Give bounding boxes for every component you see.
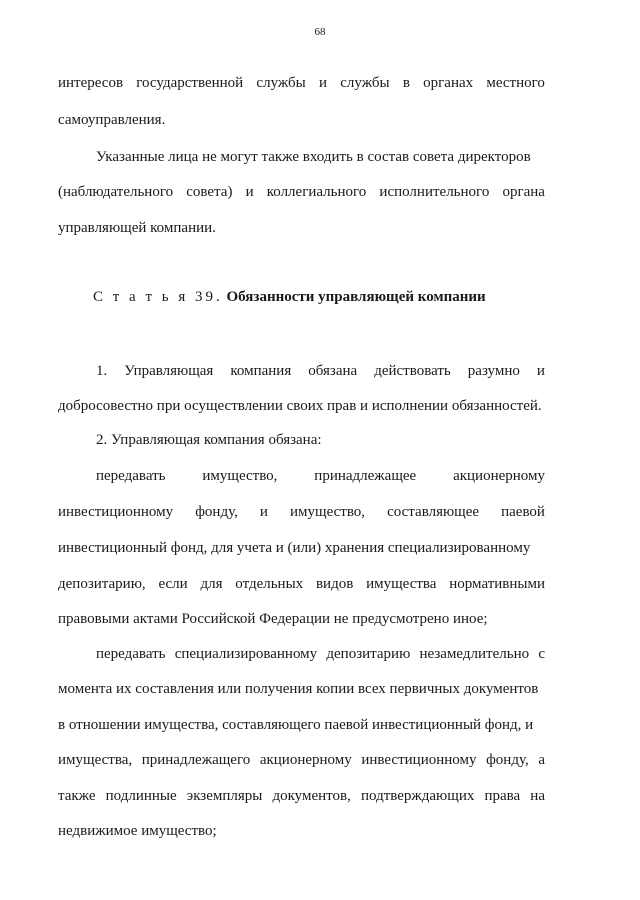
paragraph-line: момента их составления или получения копии всех первичных документов	[58, 681, 539, 697]
word: акционерному	[453, 468, 545, 484]
word: и	[259, 504, 268, 520]
article-title: Обязанности управляющей компании	[226, 289, 486, 305]
paragraph-line	[58, 787, 545, 805]
word: права	[484, 788, 521, 804]
word: передавать	[96, 468, 166, 484]
paragraph-line	[58, 503, 545, 521]
word: а	[538, 752, 545, 768]
word: подтверждающих	[360, 788, 475, 804]
word: фонду,	[486, 752, 529, 768]
word: фонду,	[195, 504, 238, 520]
word: если	[158, 576, 188, 592]
word: инвестиционному	[361, 752, 477, 768]
word: для	[200, 576, 223, 592]
word: местного	[486, 75, 545, 91]
word: нормативными	[449, 576, 545, 592]
word: имущества,	[58, 752, 133, 768]
word: разумно	[467, 363, 520, 379]
word: специализированному	[174, 646, 318, 662]
word: (наблюдательного	[58, 184, 174, 200]
paragraph-line	[96, 645, 545, 663]
word: компания	[230, 363, 292, 379]
paragraph-line: 2. Управляющая компания обязана:	[96, 432, 322, 448]
word: имущество,	[290, 504, 366, 520]
paragraph-line: добросовестно при осуществлении своих прав и исполнении обязанностей.	[58, 398, 542, 414]
word: органа	[502, 184, 545, 200]
paragraph-line: правовыми актами Российской Федерации не предусмотрено иное;	[58, 611, 488, 627]
word: и	[245, 184, 254, 200]
word: незамедлительно	[419, 646, 530, 662]
word: принадлежащее	[314, 468, 417, 484]
word: службы	[340, 75, 390, 91]
word: коллегиального	[266, 184, 367, 200]
word: органах	[423, 75, 474, 91]
paragraph-line	[58, 751, 545, 769]
word: с	[538, 646, 545, 662]
paragraph-line	[58, 183, 545, 201]
word: Управляющая	[124, 363, 214, 379]
paragraph-line: недвижимое имущество;	[58, 823, 217, 839]
word: акционерному	[259, 752, 352, 768]
paragraph-line: в отношении имущества, составляющего паевой инвестиционный фонд, и	[58, 717, 534, 733]
word: интересов	[58, 75, 124, 91]
word: депозитарию	[326, 646, 411, 662]
word: исполнительного	[379, 184, 490, 200]
word: на	[530, 788, 545, 804]
word: передавать	[96, 646, 166, 662]
word: отдельных	[235, 576, 304, 592]
word: государственной	[136, 75, 244, 91]
word: принадлежащего	[141, 752, 251, 768]
word: совета)	[186, 184, 233, 200]
article-number: С т а т ь я 39.	[93, 289, 223, 305]
paragraph-line: управляющей компании.	[58, 220, 216, 236]
word: 1.	[96, 363, 108, 379]
page-number: 68	[314, 26, 326, 38]
article-heading	[93, 288, 486, 306]
word: также	[58, 788, 96, 804]
word: в	[402, 75, 410, 91]
word: обязана	[308, 363, 358, 379]
paragraph-line: инвестиционный фонд, для учета и (или) хранения специализированному	[58, 540, 531, 556]
paragraph-line	[58, 575, 545, 593]
paragraph-line: Указанные лица не могут также входить в состав совета директоров	[96, 149, 531, 165]
word: действовать	[374, 363, 451, 379]
word: имущество,	[202, 468, 278, 484]
word: и	[536, 363, 545, 379]
word: имущества	[366, 576, 437, 592]
word: экземпляры	[186, 788, 263, 804]
word: депозитарию,	[58, 576, 146, 592]
paragraph-line	[96, 362, 545, 380]
word: подлинные	[105, 788, 177, 804]
word: видов	[315, 576, 354, 592]
paragraph-line	[96, 467, 545, 485]
paragraph-line: самоуправления.	[58, 112, 166, 128]
word: паевой	[501, 504, 545, 520]
paragraph-line	[58, 74, 545, 92]
word: документов,	[272, 788, 351, 804]
word: службы	[256, 75, 306, 91]
word: составляющее	[387, 504, 480, 520]
word: инвестиционному	[58, 504, 174, 520]
word: и	[318, 75, 328, 91]
